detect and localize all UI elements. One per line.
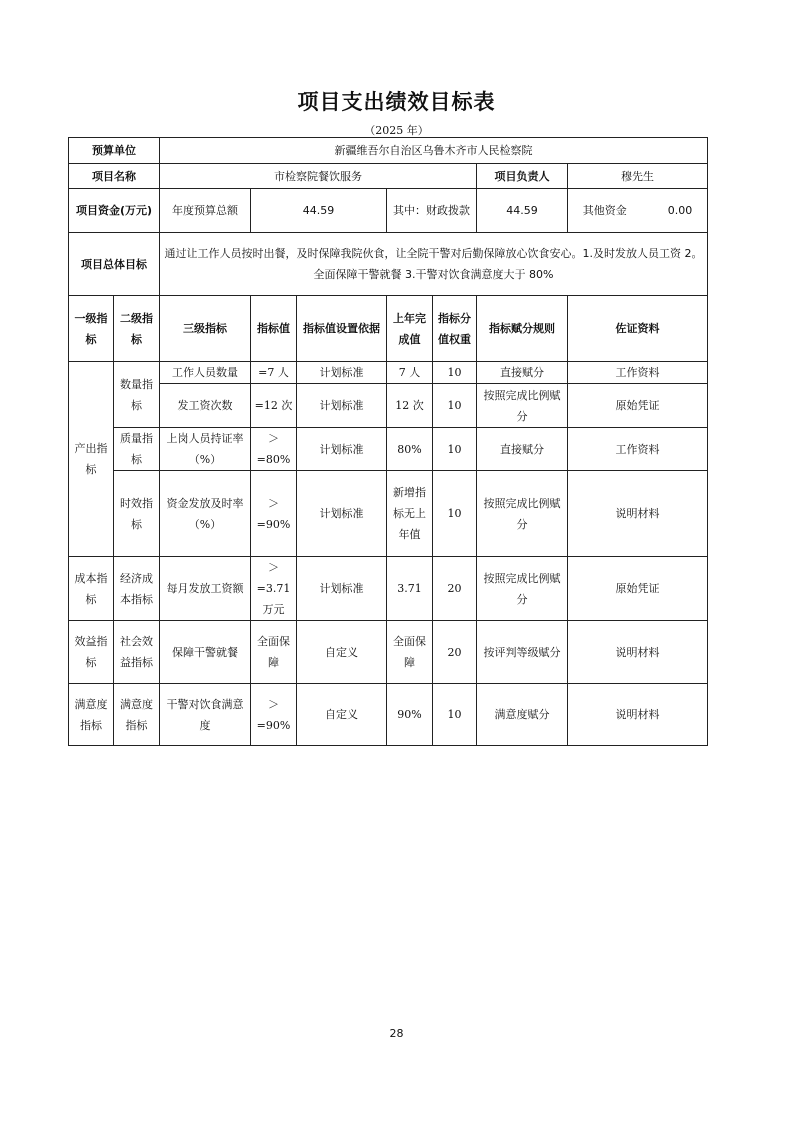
weight-cell: 10 — [433, 362, 477, 384]
project-name-value: 市检察院餐饮服务 — [160, 164, 477, 189]
other-label: 其他资金 — [582, 204, 627, 217]
header-basis: 指标值设置依据 — [297, 296, 387, 362]
table-row — [69, 557, 708, 621]
weight-cell: 10 — [433, 471, 477, 557]
last-year-cell: 新增指标无上年值 — [387, 471, 433, 557]
last-year-cell: 7 人 — [387, 362, 433, 384]
subgroup-quality: 质量指标 — [114, 428, 160, 471]
header-weight: 指标分值权重 — [433, 296, 477, 362]
last-year-cell: 12 次 — [387, 384, 433, 428]
group-satisfaction: 满意度指标 — [69, 684, 114, 746]
table-row — [69, 684, 708, 746]
budget-unit-row — [69, 138, 708, 164]
table-row — [69, 384, 708, 428]
indicator-cell: 资金发放及时率（%） — [160, 471, 251, 557]
evidence-cell: 说明材料 — [568, 471, 708, 557]
rule-cell: 满意度赋分 — [477, 684, 568, 746]
performance-table — [68, 137, 708, 746]
subgroup-economic-cost: 经济成本指标 — [114, 557, 160, 621]
fund-label: 项目资金(万元) — [69, 189, 160, 233]
other-value: 0.00 — [667, 204, 693, 217]
last-year-cell: 全面保障 — [387, 621, 433, 684]
basis-cell: 计划标准 — [297, 471, 387, 557]
unit-value: 新疆维吾尔自治区乌鲁木齐市人民检察院 — [160, 138, 708, 164]
value-cell: ＞=90% — [251, 684, 297, 746]
evidence-cell: 工作资料 — [568, 428, 708, 471]
value-cell: ＞=3.71 万元 — [251, 557, 297, 621]
unit-label: 预算单位 — [69, 138, 160, 164]
goal-row — [69, 233, 708, 296]
year-label: （2025 年） — [364, 124, 429, 137]
group-output: 产出指标 — [69, 362, 114, 557]
weight-cell: 20 — [433, 557, 477, 621]
last-year-cell: 80% — [387, 428, 433, 471]
fund-row — [69, 189, 708, 233]
weight-cell: 10 — [433, 684, 477, 746]
value-cell: =12 次 — [251, 384, 297, 428]
header-row — [69, 296, 708, 362]
indicator-cell: 干警对饮食满意度 — [160, 684, 251, 746]
person-value: 穆先生 — [568, 164, 708, 189]
group-cost: 成本指标 — [69, 557, 114, 621]
evidence-cell: 工作资料 — [568, 362, 708, 384]
value-cell: 全面保障 — [251, 621, 297, 684]
weight-cell: 10 — [433, 428, 477, 471]
fiscal-label: 其中：财政拨款 — [387, 189, 477, 233]
indicator-cell: 保障干警就餐 — [160, 621, 251, 684]
table-row — [69, 428, 708, 471]
last-year-cell: 3.71 — [387, 557, 433, 621]
table-row — [69, 362, 708, 384]
evidence-cell: 说明材料 — [568, 684, 708, 746]
rule-cell: 按评判等级赋分 — [477, 621, 568, 684]
subgroup-satisfaction: 满意度指标 — [114, 684, 160, 746]
header-level3: 三级指标 — [160, 296, 251, 362]
page-title: 项目支出绩效目标表 — [297, 90, 496, 114]
table-row — [69, 621, 708, 684]
indicator-cell: 上岗人员持证率（%） — [160, 428, 251, 471]
indicator-cell: 发工资次数 — [160, 384, 251, 428]
subgroup-quantity: 数量指标 — [114, 362, 160, 428]
annual-budget-label: 年度预算总额 — [160, 189, 251, 233]
rule-cell: 按照完成比例赋分 — [477, 384, 568, 428]
person-label: 项目负责人 — [477, 164, 568, 189]
header-level2: 二级指标 — [114, 296, 160, 362]
goal-label: 项目总体目标 — [69, 233, 160, 296]
basis-cell: 计划标准 — [297, 362, 387, 384]
rule-cell: 按照完成比例赋分 — [477, 557, 568, 621]
subgroup-timeliness: 时效指标 — [114, 471, 160, 557]
group-benefit: 效益指标 — [69, 621, 114, 684]
value-cell: ＞=80% — [251, 428, 297, 471]
basis-cell: 计划标准 — [297, 384, 387, 428]
annual-budget-value: 44.59 — [251, 189, 387, 233]
basis-cell: 计划标准 — [297, 428, 387, 471]
indicator-cell: 每月发放工资额 — [160, 557, 251, 621]
evidence-cell: 原始凭证 — [568, 557, 708, 621]
project-name-row — [69, 164, 708, 189]
goal-text: 通过让工作人员按时出餐，及时保障我院伙食，让全院干警对后勤保障放心饮食安心。1.及时发放人员工资 2。全面保障干警就餐 3.干警对饮食满意度大于 80% — [160, 233, 708, 296]
header-last-year: 上年完成值 — [387, 296, 433, 362]
header-level1: 一级指标 — [69, 296, 114, 362]
other-funds-cell — [568, 189, 708, 233]
header-rule: 指标赋分规则 — [477, 296, 568, 362]
value-cell: ＞=90% — [251, 471, 297, 557]
basis-cell: 自定义 — [297, 684, 387, 746]
value-cell: =7 人 — [251, 362, 297, 384]
header-value: 指标值 — [251, 296, 297, 362]
rule-cell: 直接赋分 — [477, 362, 568, 384]
page-number: 28 — [389, 1027, 404, 1040]
header-evidence: 佐证资料 — [568, 296, 708, 362]
last-year-cell: 90% — [387, 684, 433, 746]
fiscal-value: 44.59 — [477, 189, 568, 233]
rule-cell: 直接赋分 — [477, 428, 568, 471]
indicator-cell: 工作人员数量 — [160, 362, 251, 384]
basis-cell: 自定义 — [297, 621, 387, 684]
rule-cell: 按照完成比例赋分 — [477, 471, 568, 557]
evidence-cell: 原始凭证 — [568, 384, 708, 428]
evidence-cell: 说明材料 — [568, 621, 708, 684]
weight-cell: 20 — [433, 621, 477, 684]
basis-cell: 计划标准 — [297, 557, 387, 621]
subgroup-social-benefit: 社会效益指标 — [114, 621, 160, 684]
weight-cell: 10 — [433, 384, 477, 428]
table-row — [69, 471, 708, 557]
project-name-label: 项目名称 — [69, 164, 160, 189]
